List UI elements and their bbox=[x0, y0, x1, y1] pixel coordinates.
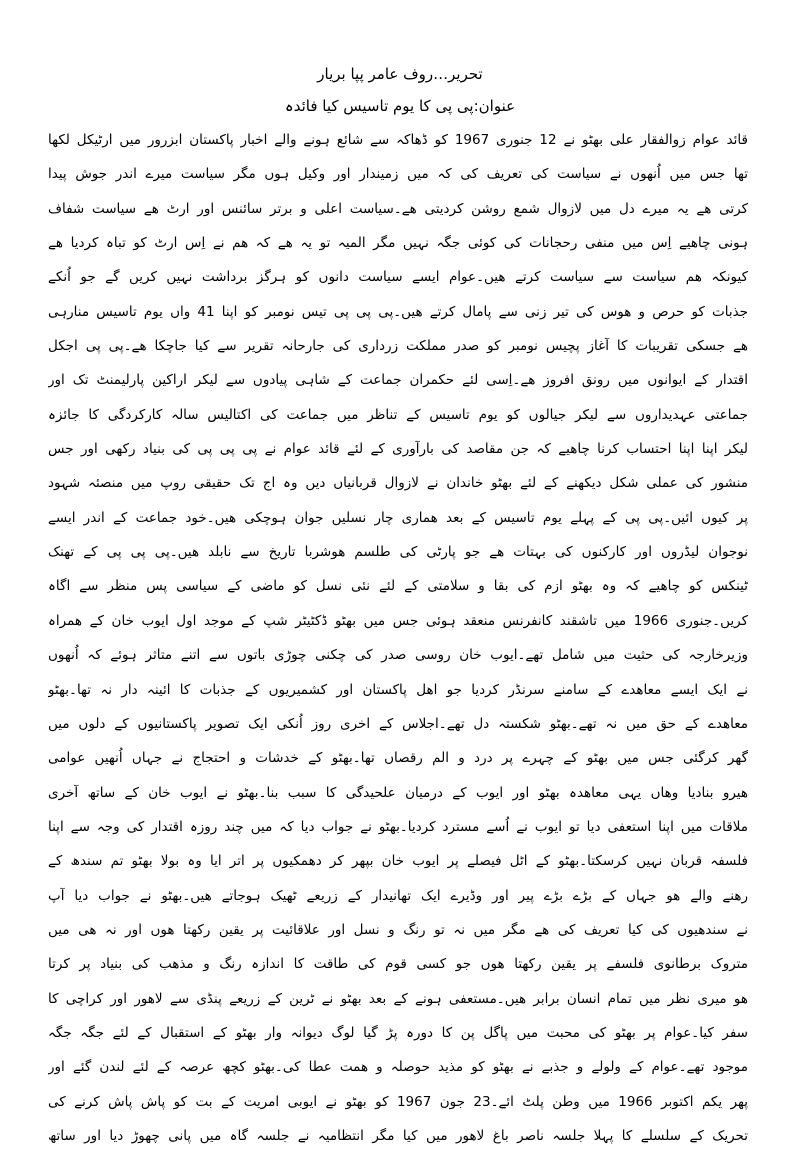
body-line: کریں۔جنوری 1966 میں تاشقند کانفرنس منعقد ہوئی جس میں بھٹو ڈکٹیٹر شپ کے موجد اول ایوب خان کے ھمراہ bbox=[48, 612, 748, 629]
article-title: عنوان:پی پی کا یوم تاسیس کیا فائدہ bbox=[284, 97, 516, 115]
body-line: تحریک کے سلسلے کا پہلا جلسہ ناصر باغ لاھور میں کیا مگر انتظامیہ نے جلسہ گاہ میں پانی چھوڑ دیا اور ساتھ bbox=[48, 1127, 748, 1144]
body-line: لیکر اپنا اپنا احتساب کرنا چاھیے کہ جن مقاصد کی بارآوری کے لئے قائد عوام نے پی پی پی کی بنیاد رکھی اور جس bbox=[48, 441, 748, 458]
body-line: رھنے والے ھو جہاں کے بڑے بڑے پیر اور وڈیرے ایک تھانیدار کے زریعے ٹھیک ہوجاتے ھیں۔بھٹو نے جواب دیا آپ bbox=[48, 887, 748, 904]
author-line: تحریر…روف عامر پپا بریار bbox=[317, 65, 483, 83]
body-line: جذبات کو حرص و ھوس کی تیر زنی سے پامال کرتے ھیں۔پی پی پی تیس نومبر کو اپنا 41 واں یوم تاسیس منارہی bbox=[48, 303, 748, 320]
body-line: نوجوان لیڈروں اور کارکنوں کی بہتات ھے جو پارٹی کی طلسم ھوشربا تاریخ سے نابلد ھیں۔پی پی پی کے تھنک bbox=[48, 544, 748, 561]
body-line: کیونکہ ھم سیاست سے سیاست کرتے ھیں۔عوام ایسے سیاست دانوں کو ہرگز برداشت نہیں کریں گے جو اُنکے bbox=[48, 269, 748, 286]
body-line: ھو میری نظر میں تمام انسان برابر ھیں۔مستعفی ہونے کے بعد بھٹو نے ٹرین کے زریعے پنڈی سے لاھور اور کراچی کا bbox=[48, 990, 748, 1007]
body-line: منشور کی عملی شکل دیکھنے کے لئے بھٹو خاندان نے لازوال قربانیاں دیں وہ اج تک حقیقی روپ میں منصئہ شہود bbox=[48, 475, 748, 492]
body-line: ملاقات میں اپنا استعفی دیا تو ایوب نے اُسے مسترد کردیا۔بھٹو نے جواب دیا کہ میں چند روزہ اقتدار کی وجہ سے اپنا bbox=[48, 818, 748, 835]
body-line: جماعتی عہدیداروں سے لیکر جیالوں کو یوم تاسیس کے تناظر میں جماعت کی اکتالیس سالہ کارکردگی کا جائزہ bbox=[48, 406, 748, 423]
body-line: موجود تھے۔عوام کے ولولے و جذبے نے بھٹو کو مذید حوصلہ و ھمت عطا کی۔بھٹو کچھ عرصہ کے لئے لندن گئے اور bbox=[48, 1059, 748, 1076]
body-line: ہونی چاھیے اِس میں منفی رحجانات کی کوئی جگہ نہیں مگر المیہ تو یہ ھے کہ ھم نے اِس ارٹ کو تباہ کردیا ھے bbox=[48, 235, 748, 252]
body-line: تھا جس میں اُنھوں نے سیاست کی تعریف کی کہ میں زمیندار اور وکیل ہوں مگر سیاست میرے اندر جوش پیدا bbox=[48, 166, 748, 183]
body-line: سفر کیا۔عوام پر بھٹو کی محبت میں پاگل پن کا دورہ پڑ گیا لوگ دیوانہ وار بھٹو کے استقبال کے لئے جگہ جگہ bbox=[48, 1024, 748, 1041]
body-line: وزیرخارجہ کی حثیت میں شامل تھے۔ایوب خان روسی صدر کی چکنی چوڑی باتوں سے اتنے متاثر ہوئے کہ اُنھوں bbox=[48, 647, 748, 664]
body-line: اقتدار کے ایوانوں میں رونق افروز ھے۔اِسی لئے حکمران جماعت کے شاہی پیادوں سے لیکر اراکین پارلیمنٹ تک اور bbox=[48, 372, 748, 389]
body-line: پھر یکم اکتوبر 1966 میں وطن پلٹ ائے۔23 جون 1967 کو بھٹو نے ایوبی امریت کے بت کو پاش پاش کرنے کی bbox=[48, 1093, 748, 1110]
body-line: معاھدے کے حق میں نہ تھے۔بھٹو شکستہ دل تھے۔اجلاس کے اخری روز اُنکی ایک تصویر پاکستانیوں کے دلوں میں bbox=[48, 715, 748, 732]
body-line: نے سندھیوں کی کیا تعریف کی ھے مگر میں نہ تو رنگ و نسل اور علاقائیت پر یقین رکھتا ھوں اور نہ ھی میں bbox=[48, 921, 748, 938]
body-line: نے ایک ایسے معاھدے کے سامنے سرنڈر کردیا جو اھل پاکستان اور کشمیریوں کے جذبات کا ائینہ دار نہ تھا۔بھٹو bbox=[48, 681, 748, 698]
body-line: پر کیوں ائیں۔پی پی کے پہلے یوم تاسیس کے بعد ھماری چار نسلیں جوان ہوچکی ھیں۔خود جماعت کے اندر ایسے bbox=[48, 509, 748, 526]
body-line: گھر کرگئی جس میں بھٹو کے چہرے پر درد و الم رقصاں تھا۔بھٹو کے خدشات و احتجاج نے جہاں اُنھیں عوامی bbox=[48, 750, 748, 767]
body-line: فلسفہ قربان نہیں کرسکتا۔بھٹو کے اٹل فیصلے پر ایوب خان بپھر کر دھمکیوں پر اتر ایا وہ بولا بھٹو تم سندھ کے bbox=[48, 853, 748, 870]
body-line: ھے جسکی تقریبات کا آغاز پچیس نومبر کو صدر مملکت زرداری کی جارحانہ تقریر سے کیا جاچکا ھے۔پی پی اجکل bbox=[48, 338, 748, 355]
body-line: کرتی ھے یہ میرے دل میں لازوال شمع روشن کردیتی ھے۔سیاست اعلی و برتر سائنس اور ارٹ ھے سیاست شفاف bbox=[48, 200, 748, 217]
body-line: ٹینکس کو چاھیے کہ وہ بھٹو ازم کی بقا و سلامتی کے لئے نئی نسل کو ماضی کے سیاسی پس منظر سے اگاہ bbox=[48, 578, 748, 595]
body-line: قائد عوام زوالفقار علی بھٹو نے 12 جنوری 1967 کو ڈھاکہ سے شائع ہونے والے اخبار پاکستان ابزرور میں ارٹیکل لکھا bbox=[48, 132, 748, 148]
body-line: متروک برطانوی فلسفے پر یقین رکھتا ھوں جو کسی قوم کی طاقت کا اندازہ رنگ و مذھب کی بنیاد پر کرتا bbox=[48, 956, 748, 973]
article-body bbox=[48, 123, 748, 1153]
body-line: ھیرو بنادیا وھاں یہی معاھدہ بھٹو اور ایوب کے درمیان علحیدگی کا سبب بنا۔بھٹو نے ایوب خان کے ساتھ آخری bbox=[48, 784, 748, 801]
article-header bbox=[200, 58, 600, 122]
